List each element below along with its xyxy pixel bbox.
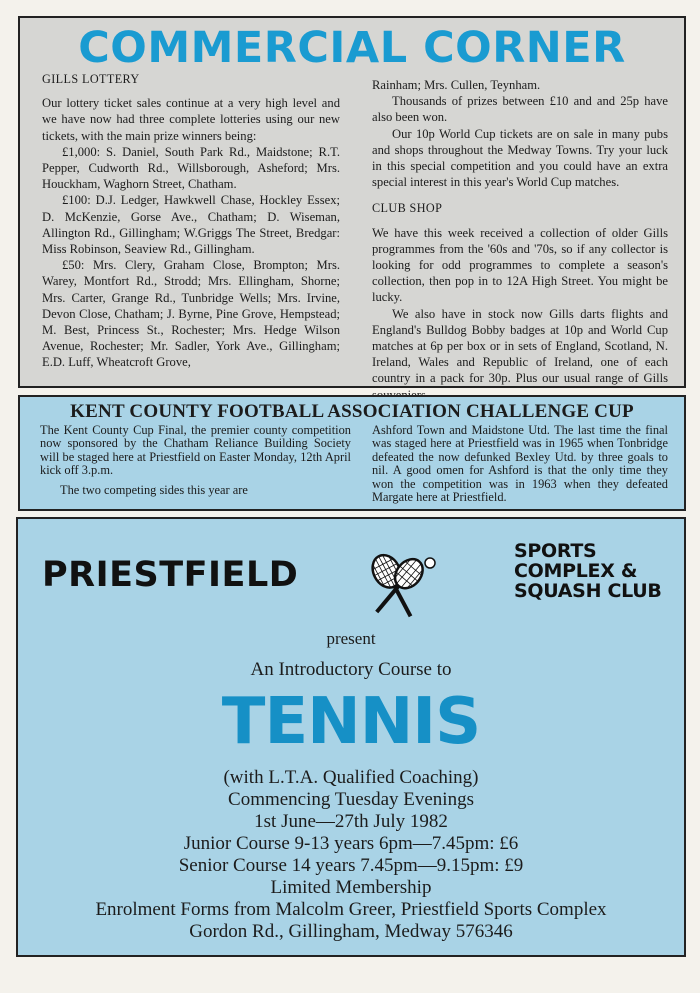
intro-text: An Introductory Course to bbox=[250, 659, 452, 680]
kent-cup-panel bbox=[18, 395, 686, 511]
kent-cup-para-2: The two competing sides this year are bbox=[60, 482, 248, 497]
world-cup-tickets: Our 10p World Cup tickets are on sale in many pubs and shops throughout the Medway Towns. Try your luck in this special competition and you could have an extra special interest in this year's World Cup matches. bbox=[372, 126, 668, 190]
kent-cup-left-column bbox=[40, 424, 351, 497]
course-details bbox=[18, 767, 684, 943]
membership-line: Limited Membership bbox=[270, 877, 432, 898]
kent-cup-para-1: The Kent County Cup Final, the premier county competition now sponsored by the Chatham Reliance Building Society will be staged here at Priestfield on Easter Monday, 12th April kick off 3.p.m. bbox=[40, 423, 351, 478]
thousands-of-prizes: Thousands of prizes between £10 and and 25p have also been won. bbox=[372, 94, 668, 125]
kent-cup-para-3: Ashford Town and Maidstone Utd. The last time the final was staged here at Priestfield was in 1965 when Tonbridge defeated the now defunked Bexley Utd. by three goals to nil. A good omen for Ashford is that the only time they won the competition was in 1963 when they defeated Margate here at Priestfield. bbox=[372, 423, 668, 505]
tennis-title: TENNIS bbox=[221, 685, 481, 759]
commencing-line: Commencing Tuesday Evenings bbox=[228, 789, 474, 810]
sports-logo-line-3: SQUASH CLUB bbox=[514, 580, 662, 602]
commercial-corner-panel bbox=[18, 16, 686, 388]
prize-50-winners-continued: Rainham; Mrs. Cullen, Teynham. bbox=[372, 78, 541, 92]
sports-logo-line-1: SPORTS bbox=[514, 540, 597, 562]
address-line: Gordon Rd., Gillingham, Medway 576346 bbox=[189, 921, 513, 942]
dates-line: 1st June—27th July 1982 bbox=[254, 811, 448, 832]
club-shop-heading: CLUB SHOP bbox=[372, 201, 443, 216]
kent-cup-title: KENT COUNTY FOOTBALL ASSOCIATION CHALLENGE CUP bbox=[70, 401, 634, 422]
gills-lottery-heading: GILLS LOTTERY bbox=[42, 72, 140, 86]
junior-course-line: Junior Course 9-13 years 6pm—7.45pm: £6 bbox=[183, 833, 519, 854]
kent-cup-right-column bbox=[372, 424, 668, 504]
lottery-intro: Our lottery ticket sales continue at a very high level and we have now had three complete lotteries using our new tickets, with the main prize winners being: bbox=[42, 96, 340, 143]
prize-1000-winners: £1,000: S. Daniel, South Park Rd., Maidstone; R.T. Pepper, Cudworth Rd., Willsborough, Asheford; Mrs. Houckham, Waghorn Street, Chatham. bbox=[42, 144, 340, 192]
present-text: present bbox=[326, 629, 376, 648]
priestfield-logo: PRIESTFIELD bbox=[42, 555, 299, 595]
club-shop-para-1: We have this week received a collection of older Gills programmes from the '60s and '70s, so if any collector is looking for odd programmes to complete a season's collection, then pop in to 12A High Street. You might be lucky. bbox=[372, 225, 668, 305]
prize-50-winners: £50: Mrs. Clery, Graham Close, Brompton; Mrs. Warey, Montfort Rd., Strodd; Mrs. Ellingham, Shorne; Mrs. Carter, Grange Rd., Tunbridge Wells; Mrs. Irvine, Devon Close, Chatham; J. Byrne, Pine Grove, Hempstead; M. Best, Princess St., Rochester; Mrs. Hedge Wilson Avenue, Rochester; Mr. Sadler, York Ave., Gillingham; E.D. Luff, Wheatcroft Grove, bbox=[42, 258, 340, 370]
tennis-rackets-icon bbox=[350, 547, 442, 631]
tennis-course-advert bbox=[16, 517, 686, 957]
commercial-corner-title: COMMERCIAL CORNER bbox=[78, 23, 626, 73]
senior-course-line: Senior Course 14 years 7.45pm—9.15pm: £9 bbox=[178, 855, 524, 876]
enrolment-line: Enrolment Forms from Malcolm Greer, Priestfield Sports Complex bbox=[95, 899, 607, 920]
commercial-corner-left-column bbox=[42, 71, 340, 371]
coaching-line: (with L.T.A. Qualified Coaching) bbox=[223, 767, 479, 788]
prize-100-winners: £100: D.J. Ledger, Hawkwell Chase, Hockley Essex; D. McKenzie, Gorse Ave., Chatham; D. Wiseman, Allington Rd., Gillingham; W.Griggs The Street, Bredgar: Miss Robinson, Seaview Rd., Gillingham. bbox=[42, 193, 340, 257]
sports-complex-logo bbox=[514, 541, 662, 601]
sports-logo-line-2: COMPLEX & bbox=[514, 560, 638, 582]
commercial-corner-right-column bbox=[372, 77, 668, 403]
club-shop-para-2: We also have in stock now Gills darts flights and England's Bulldog Bobby badges at 10p and World Cup matches at 6p per box or in sets of England, Scotland, N. Ireland, Wales and Republic of Ireland, one of each country in a pack for 30p. Plus our usual range of Gills bbox=[372, 306, 668, 386]
